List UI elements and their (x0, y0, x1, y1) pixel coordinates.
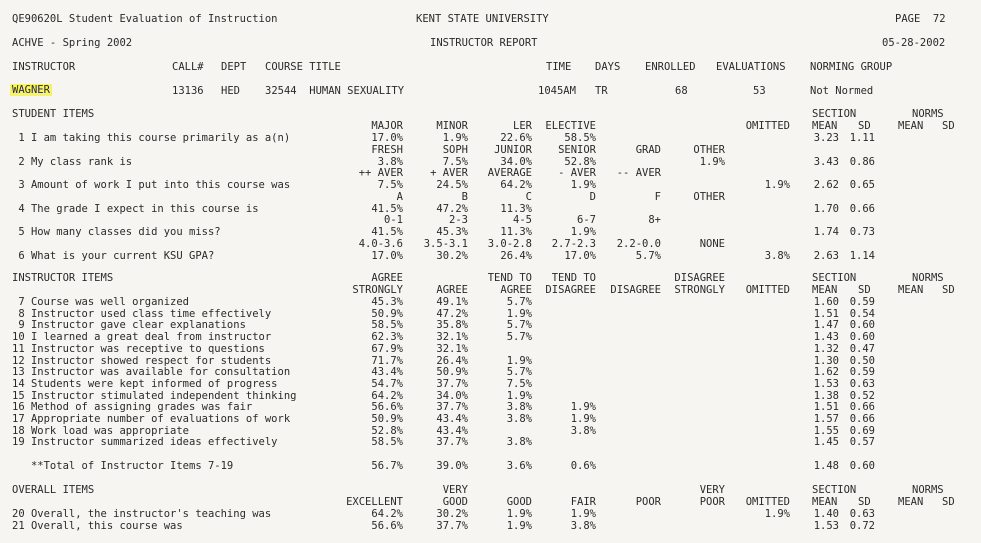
option-label: MAJOR (371, 120, 403, 132)
section-mean: 2.62 (813, 179, 839, 191)
section-sd: 0.60 (849, 319, 875, 332)
section-mean: 1.32 (813, 342, 839, 355)
section-mean: 1.45 (813, 436, 839, 449)
percent-value: 52.8% (371, 424, 403, 437)
percent-value: 17.0% (564, 249, 596, 262)
column-header: GOOD (442, 496, 468, 508)
enrolled-label: ENROLLED (645, 61, 696, 73)
overall-items-heading: OVERALL ITEMS (12, 484, 95, 496)
time-label: TIME (546, 61, 572, 73)
column-header: DISAGREE (610, 284, 661, 296)
question-text: 13 Instructor was available for consultation (12, 366, 291, 379)
section-sd-header: SD (858, 496, 871, 508)
total-percent: 39.0% (436, 460, 468, 472)
percent-value: 45.3% (436, 226, 468, 238)
section-mean: 1.55 (813, 424, 839, 437)
norms-header: NORMS (912, 272, 944, 284)
section-sd: 0.66 (849, 401, 875, 414)
percent-value: 34.0% (436, 389, 468, 402)
percent-value: 32.1% (436, 342, 468, 355)
percent-value: 52.8% (564, 155, 596, 168)
instructor-items-heading: INSTRUCTOR ITEMS (12, 272, 114, 284)
section-sd: 0.72 (849, 519, 875, 532)
section-mean: 3.43 (813, 155, 839, 168)
section-header: SECTION (812, 108, 857, 120)
percent-value: 26.4% (500, 249, 532, 262)
column-header: AGREE (371, 272, 403, 284)
percent-value: 50.9% (371, 413, 403, 425)
total-sd: 0.60 (849, 460, 875, 472)
option-label: 2-3 (449, 214, 468, 226)
evaluations-count: 53 (753, 85, 766, 97)
column-header: FAIR (570, 496, 596, 508)
enrolled-count: 68 (675, 85, 688, 97)
percent-value: 5.7% (506, 319, 532, 332)
percent-value: 1.9% (570, 401, 596, 414)
column-header: DISAGREE (674, 272, 725, 284)
percent-value: 47.2% (436, 307, 468, 320)
question-text: 4 The grade I expect in this course is (12, 202, 259, 215)
section-sd: 0.65 (849, 179, 875, 191)
instructor-label: INSTRUCTOR (12, 61, 76, 73)
section-sd: 0.86 (849, 155, 875, 168)
percent-value: 45.3% (371, 296, 403, 308)
section-mean: 1.43 (813, 331, 839, 344)
percent-value: 56.6% (371, 519, 403, 532)
norming-group: Not Normed (810, 85, 874, 97)
percent-value: 30.2% (436, 249, 468, 262)
section-sd: 0.73 (849, 226, 875, 238)
question-text: 17 Appropriate number of evaluations of work (12, 413, 291, 425)
column-header: POOR (635, 496, 661, 508)
university-name: KENT STATE UNIVERSITY (416, 13, 549, 25)
section-mean: 1.53 (813, 519, 839, 532)
report-title: INSTRUCTOR REPORT (430, 37, 538, 49)
option-label: ++ AVER (358, 167, 403, 179)
percent-value: 43.4% (371, 366, 403, 379)
total-percent: 3.6% (506, 460, 532, 472)
percent-value: 26.4% (436, 354, 468, 367)
section-mean: 1.38 (813, 389, 839, 402)
percent-value: 1.9% (699, 155, 725, 168)
norms-header: NORMS (912, 484, 944, 496)
option-label: 2.7-2.3 (551, 237, 596, 250)
percent-value: 35.8% (436, 319, 468, 332)
option-label: 0-1 (384, 214, 403, 226)
section-sd-header: SD (858, 284, 871, 296)
percent-value: 11.3% (500, 202, 532, 215)
question-text: 14 Students were kept informed of progress (12, 377, 278, 390)
percent-value: 1.9% (570, 413, 596, 425)
section-mean: 1.62 (813, 366, 839, 379)
option-label: F (654, 190, 661, 203)
percent-value: 1.9% (506, 519, 532, 532)
question-text: 16 Method of assigning grades was fair (12, 401, 253, 414)
option-label: AVERAGE (487, 167, 532, 179)
call-label: CALL# (172, 61, 204, 73)
option-label: ELECTIVE (545, 120, 596, 132)
percent-value: 5.7% (506, 366, 532, 379)
section-mean-header: MEAN (812, 496, 838, 508)
section-sd: 1.11 (849, 132, 875, 144)
column-header: VERY (442, 484, 468, 496)
column-header: POOR (699, 496, 725, 508)
percent-value: 1.9% (506, 508, 532, 520)
section-mean: 1.40 (813, 508, 839, 520)
percent-value: 58.5% (564, 132, 596, 144)
question-text: 20 Overall, the instructor's teaching was (12, 508, 272, 520)
percent-value: 41.5% (371, 226, 403, 238)
section-mean: 1.60 (813, 296, 839, 308)
percent-value: 5.7% (506, 331, 532, 344)
percent-value: 5.7% (506, 296, 532, 308)
section-mean: 3.23 (813, 132, 839, 144)
section-sd: 0.66 (849, 202, 875, 215)
dept: HED (221, 85, 240, 97)
option-label: NONE (699, 237, 725, 250)
section-sd: 0.63 (849, 377, 875, 390)
percent-value: 11.3% (500, 226, 532, 238)
section-mean: 1.57 (813, 413, 839, 425)
percent-value: 3.8% (506, 436, 532, 449)
instructor-name: WAGNER (12, 84, 50, 96)
percent-value: 54.7% (371, 377, 403, 390)
section-mean: 1.30 (813, 354, 839, 367)
percent-value: 50.9% (371, 307, 403, 320)
dept-label: DEPT (221, 61, 247, 73)
norms-mean-header: MEAN (898, 120, 924, 132)
percent-value: 17.0% (371, 132, 403, 144)
option-label: 2.2-0.0 (616, 237, 661, 250)
column-header: TEND TO (551, 272, 596, 284)
column-header: TEND TO (487, 272, 532, 284)
question-text: 18 Work load was appropriate (12, 424, 190, 437)
percent-value: 1.9% (570, 508, 596, 520)
question-text: 1 I am taking this course primarily as a(n) (12, 132, 291, 144)
question-text: 11 Instructor was receptive to questions (12, 342, 265, 355)
evaluations-label: EVALUATIONS (716, 61, 786, 73)
percent-value: 67.9% (371, 342, 403, 355)
percent-value: 3.8% (570, 424, 596, 437)
option-label: 4-5 (513, 214, 532, 226)
question-text: 21 Overall, this course was (12, 519, 183, 532)
column-header: AGREE (436, 284, 468, 296)
option-label: OTHER (693, 190, 725, 203)
section-sd: 0.59 (849, 296, 875, 308)
percent-value: 58.5% (371, 436, 403, 449)
section-mean-header: MEAN (812, 284, 838, 296)
option-label: 3.0-2.8 (487, 237, 532, 250)
option-label: LER (513, 120, 532, 132)
section-sd: 1.14 (849, 249, 875, 262)
section-mean: 1.51 (813, 307, 839, 320)
question-text: 9 Instructor gave clear explanations (12, 319, 246, 332)
section-sd: 0.69 (849, 424, 875, 437)
option-label: MINOR (436, 120, 468, 132)
days-label: DAYS (595, 61, 621, 73)
total-percent: 0.6% (570, 460, 596, 472)
percent-value: 3.8% (506, 401, 532, 414)
norms-sd-header: SD (942, 284, 955, 296)
call-number: 13136 (172, 85, 204, 97)
term: ACHVE - Spring 2002 (12, 37, 133, 49)
section-sd: 0.66 (849, 413, 875, 425)
section-mean: 2.63 (813, 249, 839, 262)
percent-value: 58.5% (371, 319, 403, 332)
option-label: 3.5-3.1 (423, 237, 468, 250)
question-text: 8 Instructor used class time effectively (12, 307, 272, 320)
percent-value: 34.0% (500, 155, 532, 168)
percent-value: 64.2% (371, 389, 403, 402)
column-header: AGREE (500, 284, 532, 296)
option-label: - AVER (558, 167, 596, 179)
percent-value: 1.9% (506, 389, 532, 402)
column-header: VERY (699, 484, 725, 496)
section-sd: 0.50 (849, 354, 875, 367)
total-mean: 1.48 (813, 460, 839, 472)
percent-value: 1.9% (506, 354, 532, 367)
norming-group-label: NORMING GROUP (810, 61, 893, 73)
option-label: SOPH (442, 143, 468, 156)
section-sd: 0.52 (849, 389, 875, 402)
question-text: 12 Instructor showed respect for students (12, 354, 272, 367)
form-id: QE90620L Student Evaluation of Instruction (12, 13, 278, 25)
option-label: 8+ (648, 214, 661, 226)
percent-value: 3.8% (506, 413, 532, 425)
percent-value: 43.4% (436, 424, 468, 437)
percent-value: 5.7% (635, 249, 661, 262)
percent-value: 1.9% (442, 132, 468, 144)
section-sd: 0.57 (849, 436, 875, 449)
section-sd: 0.59 (849, 366, 875, 379)
column-header: EXCELLENT (346, 496, 403, 508)
percent-value: 1.9% (506, 307, 532, 320)
norms-sd-header: SD (942, 496, 955, 508)
option-label: SENIOR (558, 143, 596, 156)
page-number: PAGE 72 (895, 13, 946, 25)
percent-value: 30.2% (436, 508, 468, 520)
column-header: GOOD (506, 496, 532, 508)
percent-value: 1.9% (570, 226, 596, 238)
percent-value: 37.7% (436, 377, 468, 390)
norms-mean-header: MEAN (898, 496, 924, 508)
percent-value: 1.9% (570, 179, 596, 191)
column-header: STRONGLY (352, 284, 403, 296)
percent-value: 3.8% (377, 155, 403, 168)
percent-value: 3.8% (570, 519, 596, 532)
question-text: 19 Instructor summarized ideas effectively (12, 436, 278, 449)
percent-value: 56.6% (371, 401, 403, 414)
question-text: 7 Course was well organized (12, 296, 190, 308)
omitted-value: 1.9% (764, 508, 790, 520)
option-label: C (525, 190, 532, 203)
column-header: STRONGLY (674, 284, 725, 296)
question-text: 10 I learned a great deal from instructor (12, 331, 272, 344)
percent-value: 7.5% (506, 377, 532, 390)
option-label: D (589, 190, 596, 203)
course-title-label: COURSE TITLE (265, 61, 341, 73)
student-items-heading: STUDENT ITEMS (12, 108, 95, 120)
percent-value: 7.5% (442, 155, 468, 168)
norms-mean-header: MEAN (898, 284, 924, 296)
omitted-header: OMITTED (745, 120, 790, 132)
question-text: 15 Instructor stimulated independent thinking (12, 389, 297, 402)
percent-value: 7.5% (377, 179, 403, 191)
column-header: DISAGREE (545, 284, 596, 296)
norms-sd-header: SD (942, 120, 955, 132)
percent-value: 64.2% (500, 179, 532, 191)
section-mean: 1.74 (813, 226, 839, 238)
report-date: 05-28-2002 (882, 37, 946, 49)
section-sd: 0.54 (849, 307, 875, 320)
norms-header: NORMS (912, 108, 944, 120)
question-text: 6 What is your current KSU GPA? (12, 249, 215, 262)
section-sd: 0.60 (849, 331, 875, 344)
section-mean: 1.47 (813, 319, 839, 332)
omitted-value: 1.9% (764, 179, 790, 191)
section-header: SECTION (812, 484, 857, 496)
section-mean-header: MEAN (812, 120, 838, 132)
percent-value: 24.5% (436, 179, 468, 191)
section-mean: 1.53 (813, 377, 839, 390)
section-header: SECTION (812, 272, 857, 284)
option-label: 6-7 (577, 214, 596, 226)
percent-value: 47.2% (436, 202, 468, 215)
option-label: OTHER (693, 143, 725, 156)
percent-value: 64.2% (371, 508, 403, 520)
percent-value: 41.5% (371, 202, 403, 215)
section-mean: 1.70 (813, 202, 839, 215)
percent-value: 43.4% (436, 413, 468, 425)
section-sd: 0.63 (849, 508, 875, 520)
course-time: 1045AM (538, 85, 576, 97)
percent-value: 37.7% (436, 401, 468, 414)
course-title: 32544 HUMAN SEXUALITY (265, 85, 405, 97)
percent-value: 22.6% (500, 132, 532, 144)
omitted-header: OMITTED (745, 284, 790, 296)
section-sd: 0.47 (849, 342, 875, 355)
section-sd-header: SD (858, 120, 871, 132)
percent-value: 71.7% (371, 354, 403, 367)
option-label: + AVER (430, 167, 468, 179)
option-label: 4.0-3.6 (358, 237, 403, 250)
omitted-header: OMITTED (745, 496, 790, 508)
option-label: -- AVER (616, 167, 661, 179)
percent-value: 32.1% (436, 331, 468, 344)
percent-value: 37.7% (436, 436, 468, 449)
course-days: TR (595, 85, 608, 97)
section-mean: 1.51 (813, 401, 839, 414)
option-label: JUNIOR (494, 143, 532, 156)
percent-value: 49.1% (436, 296, 468, 308)
percent-value: 17.0% (371, 249, 403, 262)
option-label: GRAD (635, 143, 661, 156)
question-text: 5 How many classes did you miss? (12, 226, 221, 238)
percent-value: 62.3% (371, 331, 403, 344)
total-label: **Total of Instructor Items 7-19 (12, 460, 234, 472)
question-text: 3 Amount of work I put into this course was (12, 179, 291, 191)
option-label: A (396, 190, 403, 203)
percent-value: 37.7% (436, 519, 468, 532)
total-percent: 56.7% (371, 460, 403, 472)
omitted-value: 3.8% (764, 249, 790, 262)
question-text: 2 My class rank is (12, 155, 133, 168)
percent-value: 50.9% (436, 366, 468, 379)
option-label: B (461, 190, 468, 203)
option-label: FRESH (371, 143, 403, 156)
